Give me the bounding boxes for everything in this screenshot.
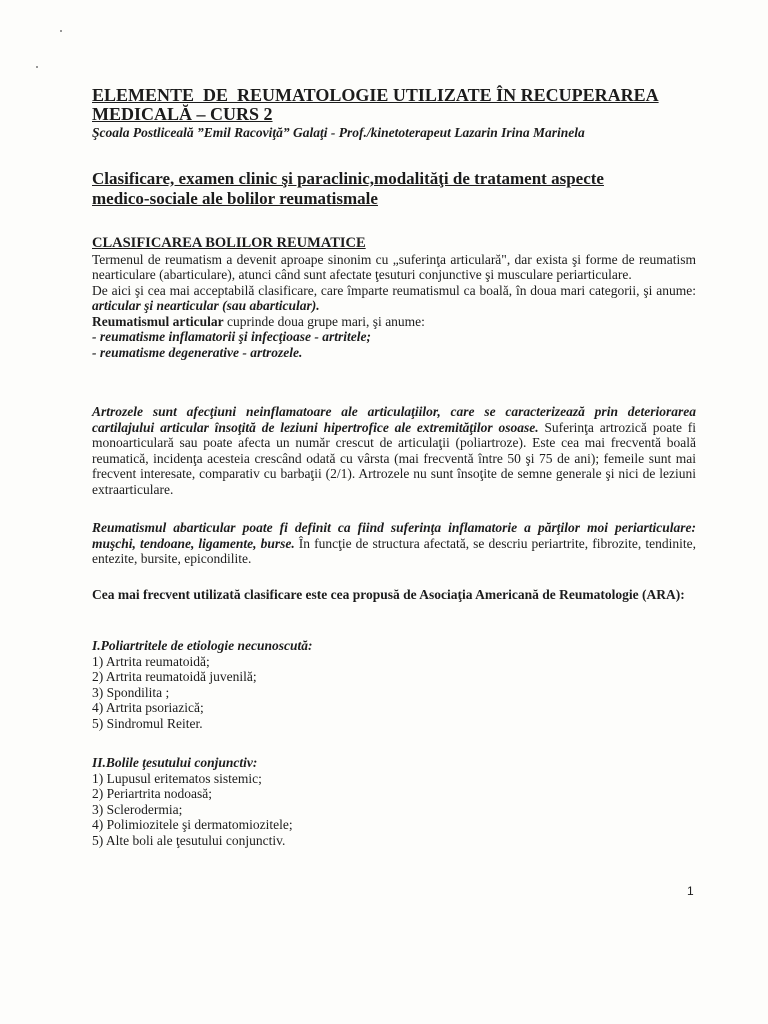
arthrosis-paragraph xyxy=(92,404,696,497)
polyarthritis-list-block xyxy=(92,638,696,731)
classification-p2-text: De aici şi cea mai acceptabilă clasificare, care împarte reumatismul ca boală, în doua mari categorii, şi anume: xyxy=(92,282,696,298)
list-item: 2) Periartrita nodoasă; xyxy=(92,786,212,801)
list-item: 4) Artrita psoriazică; xyxy=(92,700,204,715)
list-item: 3) Spondilita ; xyxy=(92,684,170,700)
author-line: Şcoala Postliceală ”Emil Racoviţă” Galaţi - Prof./kinetoterapeut Lazarin Irina Marinela xyxy=(92,125,585,140)
connective-tissue-list xyxy=(92,771,696,849)
articular-rheumatism-label: Reumatismul articular xyxy=(92,313,224,329)
arthrosis-section xyxy=(92,404,696,497)
group-degenerative: - reumatisme degenerative - artrozele. xyxy=(92,344,303,360)
list-item: 2) Artrita reumatoidă juvenilă; xyxy=(92,669,257,684)
list-item: 1) Artrita reumatoidă; xyxy=(92,653,210,669)
abarticular-paragraph xyxy=(92,520,696,567)
title-line-1: ELEMENTE DE REUMATOLOGIE UTILIZATE ÎN RECUPERAREA xyxy=(92,85,659,105)
scan-speck xyxy=(60,30,62,32)
list-item: 5) Sindromul Reiter. xyxy=(92,715,203,731)
document-title xyxy=(92,86,712,124)
classification-section xyxy=(92,236,696,360)
title-line-2: MEDICALĂ – CURS 2 xyxy=(92,104,273,124)
list-item: 4) Polimiozitele şi dermatomiozitele; xyxy=(92,817,293,832)
classification-paragraph-1: Termenul de reumatism a devenit aproape sinonim cu „suferinţa articulară", dar exista şi forme de reumatism nearticulare (abarticulare), atunci când sunt afectate ţesuturi conjunctive şi musculare periarticulare. xyxy=(92,251,696,282)
group-inflammatory: - reumatisme inflamatorii şi infecţioase - artritele; xyxy=(92,329,371,344)
connective-tissue-list-block xyxy=(92,755,696,848)
page-number: 1 xyxy=(687,884,694,898)
arthrosis-definition: Artrozele sunt afecţiuni neinflamatoare ale articulaţiilor, care se caracterizează prin deteriorarea cartilajului articular însoţită de leziuni hipertrofice ale extremităţilor osoase. xyxy=(92,404,696,435)
section-title xyxy=(92,169,692,209)
classification-p3-text: cuprinde doua grupe mari, şi anume: xyxy=(223,313,425,329)
scan-speck xyxy=(36,66,38,68)
polyarthritis-list-title: I.Poliartritele de etiologie necunoscută: xyxy=(92,638,313,653)
list-item: 5) Alte boli ale ţesutului conjunctiv. xyxy=(92,832,286,848)
section-title-line-2: medico-sociale ale bolilor reumatismale xyxy=(92,189,378,208)
section-title-line-1: Clasificare, examen clinic şi paraclinic,modalităţi de tratament aspecte xyxy=(92,169,604,188)
polyarthritis-list xyxy=(92,654,696,732)
connective-tissue-list-title: II.Bolile ţesutului conjunctiv: xyxy=(92,755,258,770)
abarticular-definition: Reumatismul abarticular poate fi definit ca fiind suferinţa inflamatorie a părţilor moi periarticulare: muşchi, tendoane, ligamente, burse. xyxy=(92,520,696,551)
classification-p2-bold: articular şi nearticular (sau abarticular). xyxy=(92,298,320,313)
list-item: 1) Lupusul eritematos sistemic; xyxy=(92,770,262,786)
classification-heading: CLASIFICAREA BOLILOR REUMATICE xyxy=(92,235,366,251)
arthrosis-text: Suferinţa artrozică poate fi monoarticulară sau poate afecta un număr crescut de articulaţii (poliartroze). Este cea mai frecventă boală reumatică, incidenţa acesteia crescând odată cu vârsta (mai frecventă între 50 şi 75 de ani); femeile sunt mai frecvent interesate, comparativ cu barbaţii (2/1). Artrozele nu sunt însoţite de semne generale şi nici de leziuni extraarticulare. xyxy=(92,419,696,497)
ara-section xyxy=(92,587,696,603)
abarticular-text: În funcţie de structura afectată, se descriu periartrite, fibrozite, tendinite, entezite, bursite, epicondilite. xyxy=(92,535,696,566)
list-item: 3) Sclerodermia; xyxy=(92,801,183,817)
classification-paragraph-3 xyxy=(92,314,696,330)
abarticular-section xyxy=(92,520,696,567)
classification-paragraph-2 xyxy=(92,283,696,314)
ara-paragraph: Cea mai frecvent utilizată clasificare este cea propusă de Asociaţia Americană de Reumatologie (ARA): xyxy=(92,587,685,602)
